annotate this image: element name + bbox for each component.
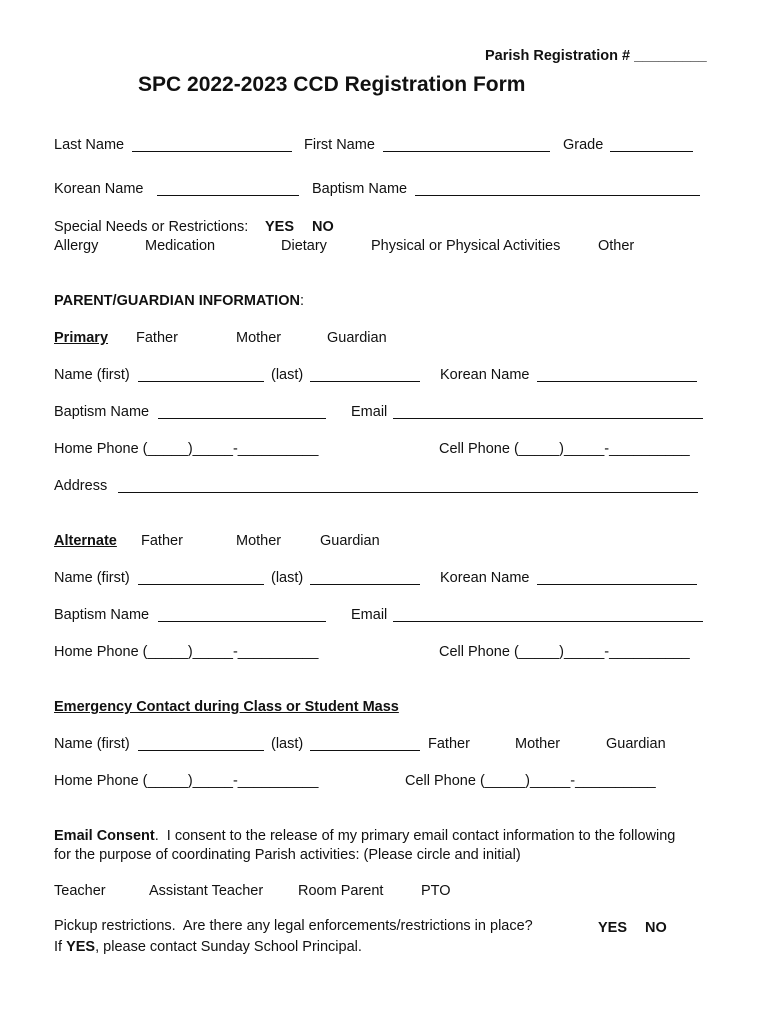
primary-last-name-field[interactable] [310, 381, 420, 382]
emergency-cell-phone[interactable]: Cell Phone (_____)_____-__________ [405, 773, 656, 789]
alternate-mother[interactable]: Mother [236, 533, 282, 549]
page-title: SPC 2022-2023 CCD Registration Form [138, 73, 526, 96]
email-consent-line1 [54, 828, 675, 845]
primary-email-field[interactable] [393, 418, 703, 419]
option-allergy[interactable]: Allergy [54, 238, 99, 254]
special-needs-no[interactable]: NO [312, 219, 334, 235]
role-room-parent[interactable]: Room Parent [298, 883, 384, 899]
baptism-name-label: Baptism Name [312, 181, 408, 197]
emergency-first-name-field[interactable] [138, 750, 264, 751]
alternate-last-label: (last) [271, 570, 304, 586]
pickup-instruction [54, 939, 362, 956]
heading-colon: : [299, 293, 304, 309]
option-other[interactable]: Other [598, 238, 635, 254]
emergency-heading: Emergency Contact during Class or Student Mass [54, 699, 399, 715]
email-consent-text1: . I consent to the release of my primary email contact information to the following [154, 828, 676, 844]
emergency-home-phone[interactable]: Home Phone (_____)_____-__________ [54, 773, 319, 789]
alternate-email-field[interactable] [393, 621, 703, 622]
pickup-no[interactable]: NO [645, 920, 667, 936]
primary-home-phone[interactable]: Home Phone (_____)_____-__________ [54, 441, 319, 457]
alternate-father[interactable]: Father [141, 533, 183, 549]
primary-address-field[interactable] [118, 492, 698, 493]
pickup-yes[interactable]: YES [598, 920, 628, 936]
pickup-question: Pickup restrictions. Are there any legal enforcements/restrictions in place? [54, 918, 533, 934]
alternate-first-name-field[interactable] [138, 584, 264, 585]
alternate-label: Alternate [54, 533, 117, 549]
primary-name-first-label: Name (first) [54, 367, 130, 383]
alternate-name-first-label: Name (first) [54, 570, 130, 586]
parent-guardian-heading [54, 293, 304, 310]
korean-name-field[interactable] [157, 195, 299, 196]
parent-guardian-heading-text: PARENT/GUARDIAN INFORMATION [54, 293, 300, 309]
primary-mother[interactable]: Mother [236, 330, 282, 346]
emergency-guardian[interactable]: Guardian [606, 736, 666, 752]
alternate-korean-name-field[interactable] [537, 584, 697, 585]
grade-field[interactable] [610, 151, 693, 152]
baptism-name-field[interactable] [415, 195, 700, 196]
emergency-last-name-field[interactable] [310, 750, 420, 751]
pickup-if: If [54, 939, 67, 955]
alternate-guardian[interactable]: Guardian [320, 533, 380, 549]
option-medication[interactable]: Medication [145, 238, 216, 254]
primary-address-label: Address [54, 478, 108, 494]
alternate-home-phone[interactable]: Home Phone (_____)_____-__________ [54, 644, 319, 660]
alternate-cell-phone[interactable]: Cell Phone (_____)_____-__________ [439, 644, 690, 660]
pickup-if-yes: YES [66, 939, 96, 955]
first-name-label: First Name [304, 137, 375, 153]
emergency-name-first-label: Name (first) [54, 736, 130, 752]
emergency-father[interactable]: Father [428, 736, 470, 752]
primary-korean-name-field[interactable] [537, 381, 697, 382]
last-name-label: Last Name [54, 137, 125, 153]
primary-first-name-field[interactable] [138, 381, 264, 382]
role-assistant-teacher[interactable]: Assistant Teacher [149, 883, 264, 899]
primary-guardian[interactable]: Guardian [327, 330, 387, 346]
pickup-contact: , please contact Sunday School Principal. [95, 939, 362, 955]
email-consent-text2: for the purpose of coordinating Parish activities: (Please circle and initial) [54, 847, 521, 863]
emergency-last-label: (last) [271, 736, 304, 752]
alternate-korean-name-label: Korean Name [440, 570, 530, 586]
primary-baptism-name-label: Baptism Name [54, 404, 150, 420]
role-pto[interactable]: PTO [421, 883, 451, 899]
grade-label: Grade [563, 137, 604, 153]
primary-korean-name-label: Korean Name [440, 367, 530, 383]
role-teacher[interactable]: Teacher [54, 883, 106, 899]
emergency-mother[interactable]: Mother [515, 736, 561, 752]
alternate-email-label: Email [351, 607, 388, 623]
primary-email-label: Email [351, 404, 388, 420]
first-name-field[interactable] [383, 151, 550, 152]
primary-father[interactable]: Father [136, 330, 178, 346]
alternate-baptism-name-field[interactable] [158, 621, 326, 622]
option-physical[interactable]: Physical or Physical Activities [371, 238, 561, 254]
korean-name-label: Korean Name [54, 181, 144, 197]
parish-registration-label: Parish Registration # _________ [485, 48, 707, 64]
special-needs-label: Special Needs or Restrictions: [54, 219, 249, 235]
alternate-baptism-name-label: Baptism Name [54, 607, 150, 623]
email-consent-label: Email Consent [54, 828, 155, 844]
primary-label: Primary [54, 330, 109, 346]
primary-cell-phone[interactable]: Cell Phone (_____)_____-__________ [439, 441, 690, 457]
special-needs-yes[interactable]: YES [265, 219, 295, 235]
primary-last-label: (last) [271, 367, 304, 383]
last-name-field[interactable] [132, 151, 292, 152]
primary-baptism-name-field[interactable] [158, 418, 326, 419]
option-dietary[interactable]: Dietary [281, 238, 327, 254]
alternate-last-name-field[interactable] [310, 584, 420, 585]
